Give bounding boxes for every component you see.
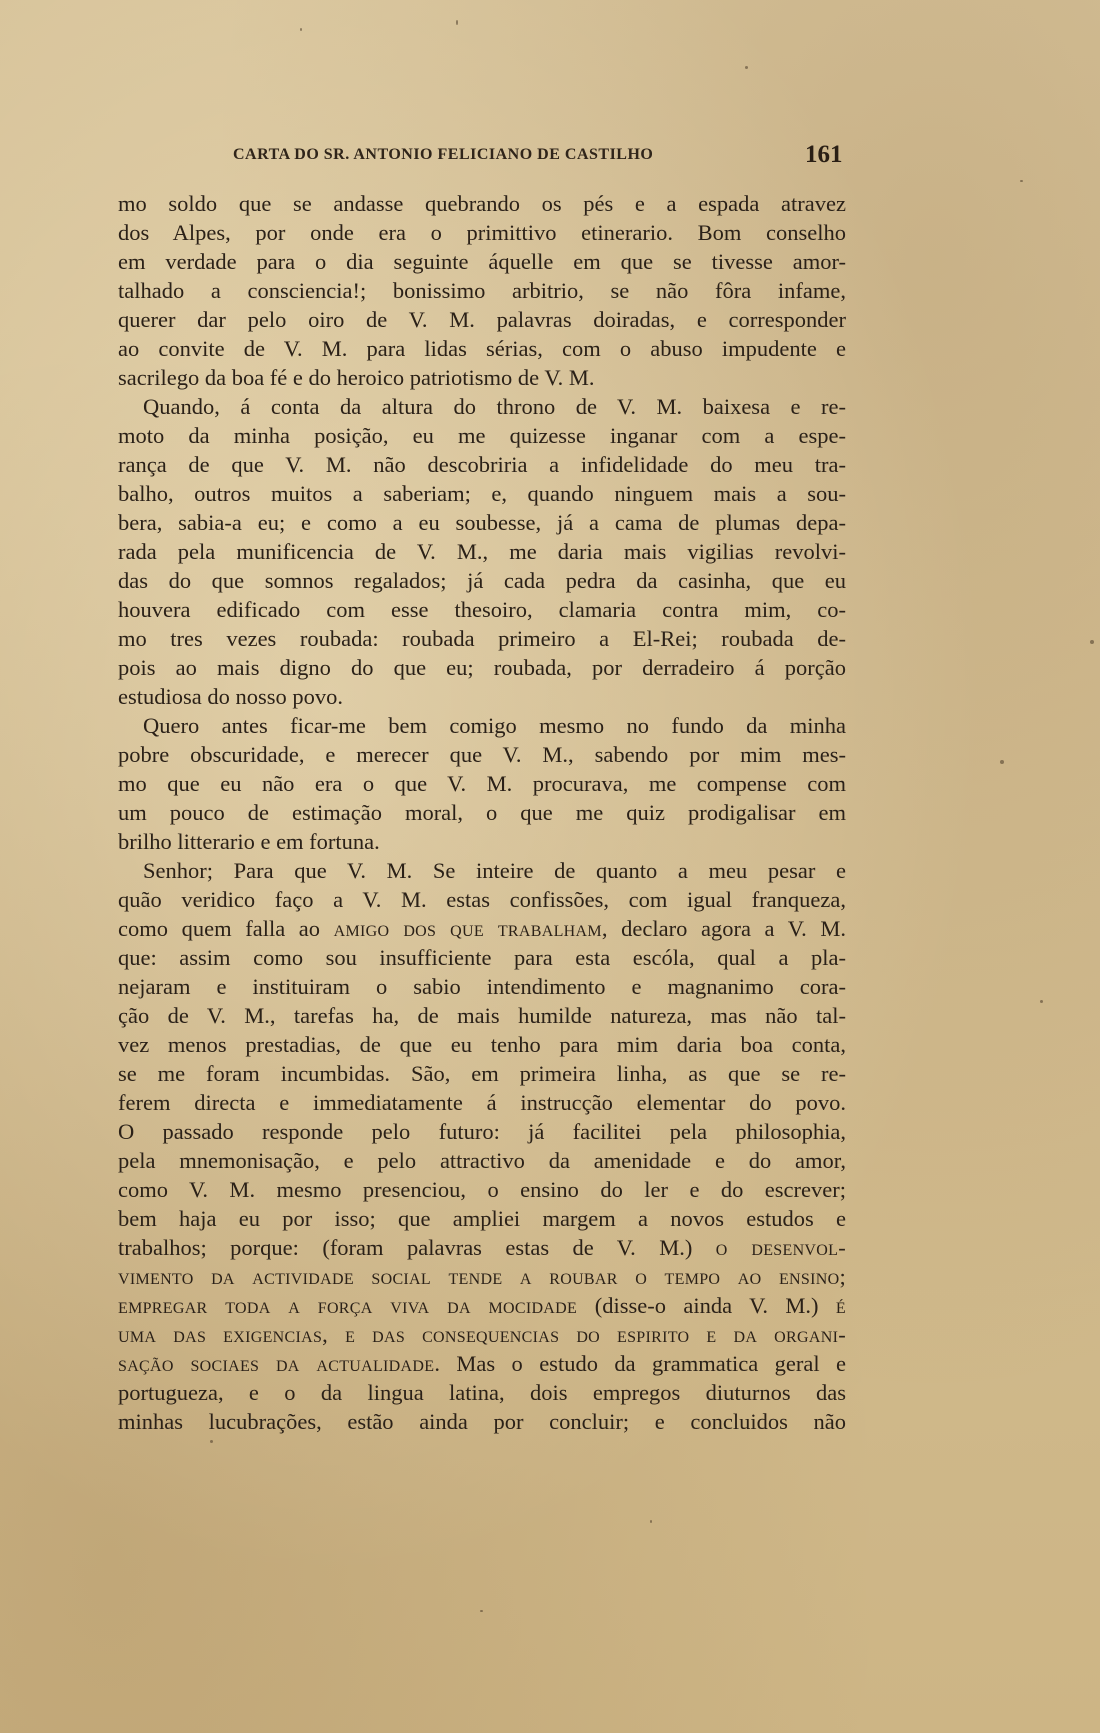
text-line <box>118 914 846 943</box>
text-line <box>118 1262 846 1291</box>
text-line: portugueza, e o da lingua latina, dois empregos diuturnos das <box>118 1380 846 1405</box>
paper-speck <box>210 1440 213 1443</box>
text-line: talhado a consciencia!; bonissimo arbitrio, se não fôra infame, <box>118 278 846 303</box>
text-line: um pouco de estimação moral, o que me quiz prodigalisar em <box>118 800 846 825</box>
text-line: balho, outros muitos a saberiam; e, quando ninguem mais a sou- <box>118 481 846 506</box>
text-line: ção de V. M., tarefas ha, de mais humilde natureza, mas não tal- <box>118 1003 846 1028</box>
paragraph-first-line: Senhor; Para que V. M. Se inteire de quanto a meu pesar e <box>143 858 846 883</box>
text-line: pois ao mais digno do que eu; roubada, por derradeiro á porção <box>118 655 846 680</box>
text-line: das do que somnos regalados; já cada pedra da casinha, que eu <box>118 568 846 593</box>
paper-speck <box>300 28 302 31</box>
text-line: mo tres vezes roubada: roubada primeiro a El-Rei; roubada de- <box>118 626 846 651</box>
text-line-part: como quem falla ao <box>118 916 334 941</box>
text-line-part: trabalhos; porque: (foram palavras estas de V. M.) <box>118 1235 716 1260</box>
text-line: moto da minha posição, eu me quizesse inganar com a espe- <box>118 423 846 448</box>
small-caps-phrase: amigo dos que trabalham <box>333 916 602 941</box>
text-line: pobre obscuridade, e merecer que V. M., sabendo por mim mes- <box>118 742 846 767</box>
text-line-part: (disse-o ainda V. M.) <box>594 1293 836 1318</box>
text-line: bem haja eu por isso; que ampliei margem a novos estudos e <box>118 1206 846 1231</box>
text-line: ao convite de V. M. para lidas sérias, com o abuso impudente e <box>118 336 846 361</box>
text-line: minhas lucubrações, estão ainda por concluir; e concluidos não <box>118 1409 846 1434</box>
text-line: quão veridico faço a V. M. estas confissões, com igual franqueza, <box>118 887 846 912</box>
text-line: pela mnemonisação, e pelo attractivo da amenidade e do amor, <box>118 1148 846 1173</box>
text-line <box>118 1320 846 1349</box>
text-line-part: , declaro agora a V. M. <box>601 916 846 941</box>
text-line: O passado responde pelo futuro: já facilitei pela philosophia, <box>118 1119 846 1144</box>
text-line: se me foram incumbidas. São, em primeira linha, as que se re- <box>118 1061 846 1086</box>
text-line: nejaram e instituiram o sabio intendimento e magnanimo cora- <box>118 974 846 999</box>
text-line <box>118 1291 846 1320</box>
body-text <box>118 189 846 1436</box>
paragraph-first-line: Quero antes ficar-me bem comigo mesmo no fundo da minha <box>143 713 846 738</box>
text-line-part: . Mas o estudo da grammatica geral e <box>434 1351 846 1376</box>
paper-speck <box>1040 1000 1043 1003</box>
paper-speck <box>480 1610 483 1612</box>
text-line: vez menos prestadias, de que eu tenho para mim daria boa conta, <box>118 1032 846 1057</box>
text-line: mo que eu não era o que V. M. procurava, me compense com <box>118 771 846 796</box>
page-number: 161 <box>805 141 843 168</box>
paragraph-first-line: Quando, á conta da altura do throno de V. M. baixesa e re- <box>143 394 846 419</box>
text-line-part: o desenvol- <box>715 1235 847 1260</box>
text-line: em verdade para o dia seguinte áquelle em que se tivesse amor- <box>118 249 846 274</box>
text-line: como V. M. mesmo presenciou, o ensino do ler e do escrever; <box>118 1177 846 1202</box>
text-line: dos Alpes, por onde era o primittivo etinerario. Bom conselho <box>118 220 846 245</box>
paper-speck <box>1090 640 1094 644</box>
text-line-part: sação sociaes da actualidade <box>118 1351 435 1376</box>
text-line: rada pela munificencia de V. M., me daria mais vigilias revolvi- <box>118 539 846 564</box>
text-line: rança de que V. M. não descobriria a infidelidade do meu tra- <box>118 452 846 477</box>
text-line: houvera edificado com esse thesoiro, clamaria contra mim, co- <box>118 597 846 622</box>
text-line-part: empregar toda a força viva da mocidade <box>118 1293 595 1318</box>
text-line: que: assim como sou insufficiente para esta escóla, qual a pla- <box>118 945 846 970</box>
text-line: ferem directa e immediatamente á instrucção elementar do povo. <box>118 1090 846 1115</box>
text-line: bera, sabia-a eu; e como a eu soubesse, já a cama de plumas depa- <box>118 510 846 535</box>
paper-speck <box>745 66 748 69</box>
text-line <box>118 1349 846 1378</box>
text-line <box>118 1233 846 1262</box>
running-title: CARTA DO SR. ANTONIO FELICIANO DE CASTILHO <box>233 146 654 163</box>
paper-speck <box>1000 760 1004 764</box>
text-line: mo soldo que se andasse quebrando os pés e a espada atravez <box>118 191 846 216</box>
text-line-part <box>118 916 846 941</box>
text-line: estudiosa do nosso povo. <box>118 684 343 709</box>
paper-speck <box>456 20 458 25</box>
text-line-part: é <box>835 1293 846 1318</box>
text-line: querer dar pelo oiro de V. M. palavras doiradas, e corresponder <box>118 307 846 332</box>
text-line-part: uma das exigencias, e das consequencias do espirito e da organi- <box>118 1322 846 1347</box>
text-line: sacrilego da boa fé e do heroico patriotismo de V. M. <box>118 365 595 390</box>
text-line-part: vimento da actividade social tende a roubar o tempo ao ensino; <box>118 1264 846 1289</box>
text-line: brilho litterario e em fortuna. <box>118 829 380 854</box>
paper-speck <box>650 1520 652 1523</box>
paper-speck <box>1020 180 1023 182</box>
